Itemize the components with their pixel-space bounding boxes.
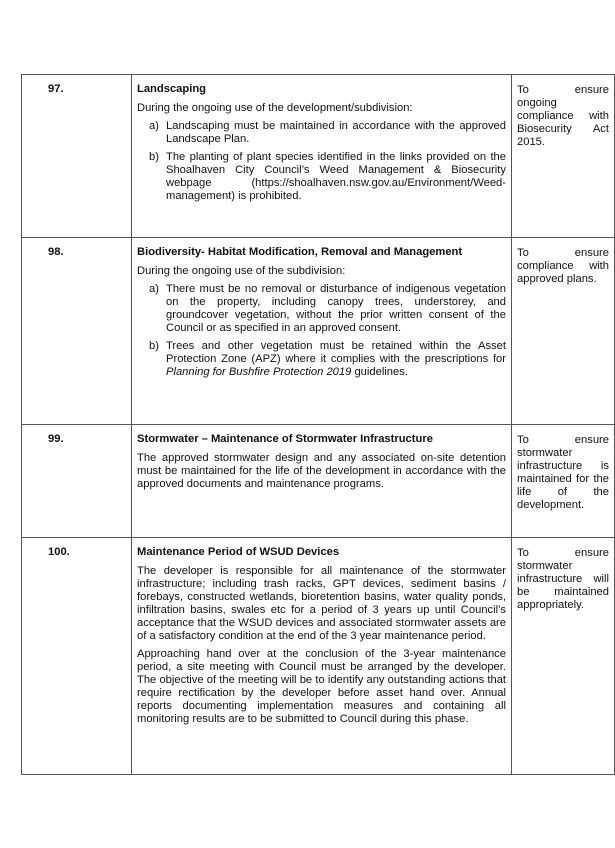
condition-items xyxy=(137,283,506,379)
condition-row-97 xyxy=(22,75,615,238)
item-text xyxy=(166,340,506,379)
condition-number: 98. xyxy=(22,238,132,425)
condition-body xyxy=(132,75,512,238)
condition-title: Landscaping xyxy=(137,83,206,95)
condition-title: Stormwater – Maintenance of Stormwater Infrastructure xyxy=(137,433,433,445)
condition-reason: To ensure stormwater infrastructure will be maintained appropriately. xyxy=(512,538,615,775)
list-item xyxy=(137,340,506,379)
item-text-italic: Planning for Bushfire Protection 2019 xyxy=(166,366,352,378)
condition-body xyxy=(132,425,512,538)
item-marker: b) xyxy=(149,340,159,352)
condition-intro: During the ongoing use of the development/subdivision: xyxy=(137,102,413,114)
condition-items xyxy=(137,120,506,203)
condition-reason: To ensure compliance with approved plans. xyxy=(512,238,615,425)
item-text: The planting of plant species identified in the links provided on the Shoalhaven City Council’s Weed Management & Biosecurity webpage (https://shoalhaven.nsw.gov.au/Environment/Weed-management) is prohibited. xyxy=(166,151,506,202)
item-marker: a) xyxy=(149,120,159,132)
item-text: Landscaping must be maintained in accordance with the approved Landscape Plan. xyxy=(166,120,506,145)
item-text-start: Trees and other vegetation must be retained within the Asset Protection Zone (APZ) where it complies with the prescriptions for xyxy=(166,340,506,365)
condition-number: 99. xyxy=(22,425,132,538)
item-marker: a) xyxy=(149,283,159,295)
condition-paragraph: The developer is responsible for all maintenance of the stormwater infrastructure; including trash racks, GPT devices, sediment basins / forebays, constructed wetlands, bioretention basins, water quality ponds, infiltration basins, swales etc for a period of 3 years up until Council’s acceptance that the WSUD devices and associated stormwater assets are of a satisfactory condition at the end of the 3 year maintenance period. xyxy=(137,565,506,642)
item-text-end: guidelines. xyxy=(351,366,408,378)
condition-reason: To ensure ongoing compliance with Biosecurity Act 2015. xyxy=(512,75,615,238)
condition-row-99 xyxy=(22,425,615,538)
condition-reason: To ensure stormwater infrastructure is maintained for the life of the development. xyxy=(512,425,615,538)
condition-number: 100. xyxy=(22,538,132,775)
item-text: There must be no removal or disturbance of indigenous vegetation on the property, including canopy trees, understorey, and groundcover vegetation, without the prior written consent of the Council or as specified in an approved consent. xyxy=(166,283,506,334)
condition-row-98 xyxy=(22,238,615,425)
condition-number: 97. xyxy=(22,75,132,238)
item-marker: b) xyxy=(149,151,159,163)
list-item xyxy=(137,151,506,203)
condition-title: Maintenance Period of WSUD Devices xyxy=(137,546,340,558)
list-item xyxy=(137,120,506,146)
condition-title: Biodiversity- Habitat Modification, Removal and Management xyxy=(137,246,463,258)
condition-intro: During the ongoing use of the subdivision: xyxy=(137,265,346,277)
condition-paragraph: The approved stormwater design and any associated on-site detention must be maintained for the life of the development in accordance with the approved documents and maintenance programs. xyxy=(137,452,506,490)
condition-paragraph: Approaching hand over at the conclusion of the 3-year maintenance period, a site meeting with Council must be arranged by the developer. The objective of the meeting will be to identify any outstanding actions that require rectification by the developer before asset hand over. Annual reports documenting implementation measures and containing all monitoring results are to be submitted to Council during this phase. xyxy=(137,648,506,725)
conditions-table xyxy=(21,74,615,775)
list-item xyxy=(137,283,506,335)
condition-body xyxy=(132,238,512,425)
condition-body xyxy=(132,538,512,775)
condition-row-100 xyxy=(22,538,615,775)
